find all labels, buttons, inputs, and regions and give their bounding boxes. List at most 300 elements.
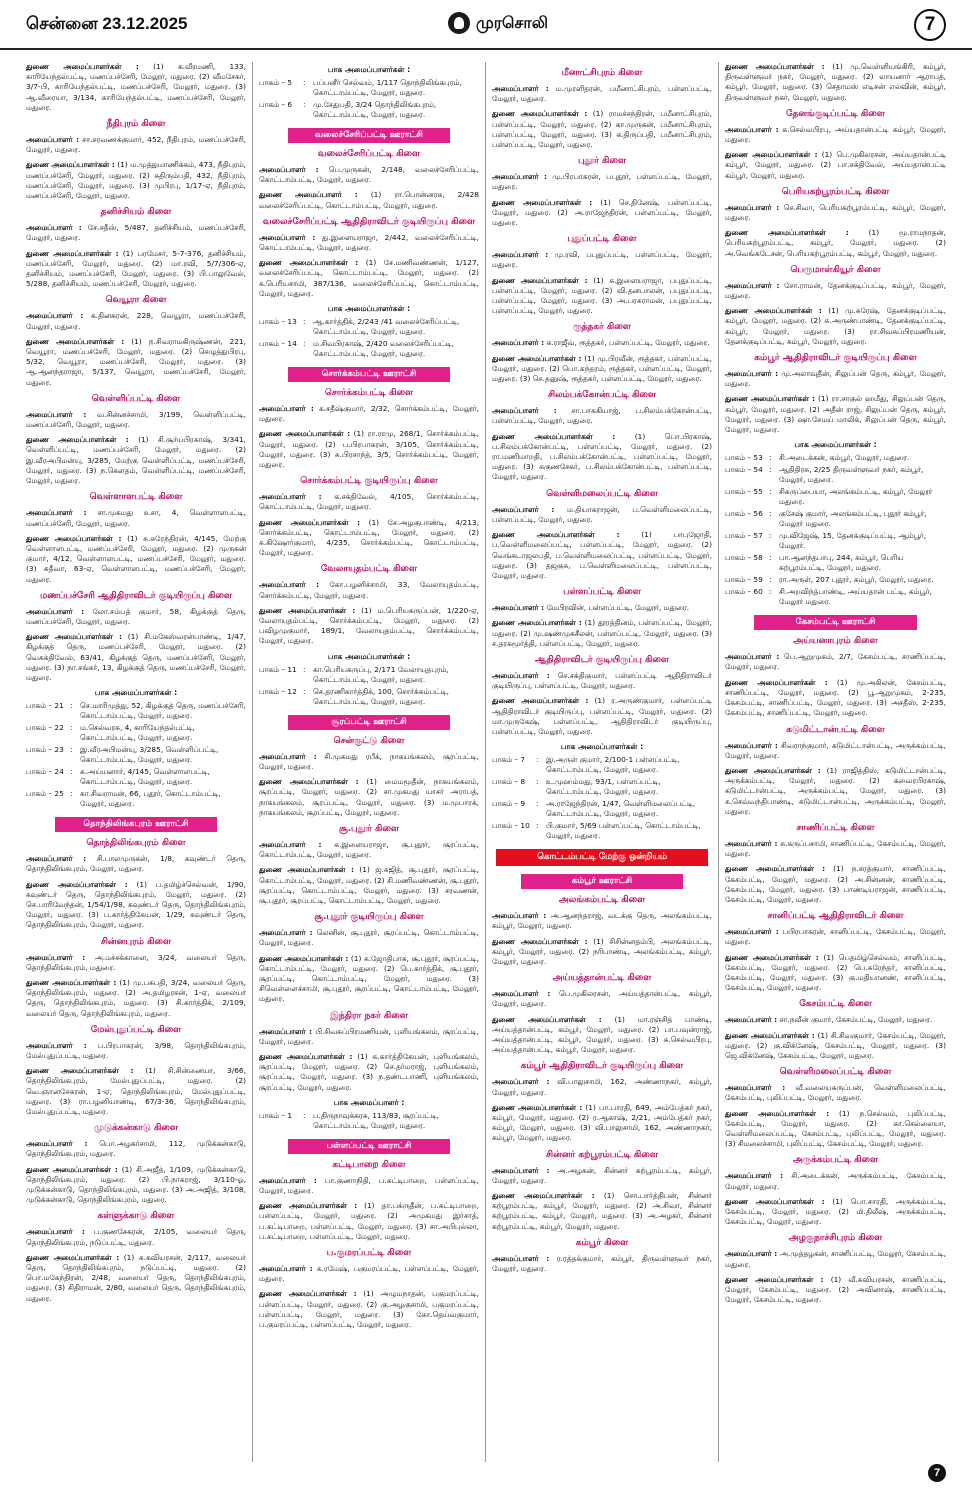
role-label: அமைப்பாளர் :	[492, 1253, 550, 1263]
part-separator: :	[769, 509, 772, 519]
entry-text: (1) தூரத்தினம், பள்ளப்பட்டி, மேலூர், மதுரை. (2) மு.ஷண்முகசீலன், பள்ளப்பட்டி, மேலூர், மதுரை. (3) ச.தரகமூர்த்தி, பள்ளப்பட்டி, மேலூர், மதுரை.	[492, 618, 712, 648]
entry-text: பெ.ஆறுமுகம், 2/7, கேசம்பட்டி, சாணிப்பட்டி, மேலூர், மதுரை.	[725, 652, 946, 672]
panchayat-banner: சூரப்பட்டி ஊராட்சி	[288, 715, 451, 730]
role-label: துணை அமைப்பாளர்கள் :	[259, 1051, 353, 1061]
entry-text: க.ராஜீவ், ரூத்தகர், பள்ளப்பட்டி, மேலூர், மதுரை.	[546, 338, 710, 348]
entry-text: சிவராந்குமார், கடுமிட்டான்பட்டி, அருக்கம்பட்டி, மேலூர், மதுரை.	[725, 740, 946, 760]
organiser-entry	[259, 165, 479, 185]
organiser-entry	[725, 369, 946, 389]
entry-text: சி.பாலமுருகன், 1/8, கவுண்டர் தெரு, தொந்திலிங்கபுரம், மேலூர், மதுரை.	[26, 854, 246, 874]
role-label: துணை அமைப்பாளர்கள் :	[259, 777, 359, 787]
entry-text: மு.பிரபாகரன், பபுதூர், பள்ளப்பட்டி, மேலூர், மதுரை.	[492, 172, 712, 192]
entry-text: (1) ர.அருண்குமார், பள்ளப்பட்டி ஆதிதிராவிடர் குடியிருப்பு, பள்ளப்பட்டி, மேலூர், மதுரை. (2) மா.முருகேஷ், பள்ளப்பட்டி, ஆதிதிராவிடர் குடியிருப்பு, பள்ளப்பட்டி, மேலூர், மதுரை.	[492, 696, 712, 736]
organiser-entry	[492, 338, 712, 348]
part-number: பாகம் – 14	[259, 339, 297, 349]
role-label: அமைப்பாளர் :	[725, 202, 780, 212]
entry-text: (1) தா.பக்ருதீன், ப.கட்டிபாறை, பள்ளப்பட்டி, மேலூர், மதுரை. (2) அமுகமது இர்சாத், ப.கட்டிபாறை, பள்ளப்பட்டி, மேலூர், மதுரை. (3) சா.அபிபுல்லா, ப.கட்டிபாறை, பள்ளப்பட்டி, மேலூர், மதுரை.	[259, 1201, 479, 1241]
role-label: அமைப்பாளர் :	[492, 911, 547, 921]
organiser-entry	[26, 632, 246, 683]
organiser-entry	[259, 752, 479, 772]
entry-text: (1) சே.மணிவண்ணன், 1/127, வலைச்சேரிப்பட்டி, கொட்டாம்பட்டி, மேலூர், மதுரை. (2) க.பெரியசாமி, 387/136, வலைச்சேரிப்பட்டி, கொட்டாம்பட்டி, மேலூர், மதுரை.	[259, 258, 479, 298]
role-label: அமைப்பாளர் :	[26, 311, 84, 321]
branch-heading: புதூர் கிளை	[577, 156, 627, 167]
organiser-entry	[259, 429, 479, 470]
part-organisers-heading: பாக அமைப்பாளர்கள் :	[327, 304, 411, 314]
organiser-entry	[26, 1041, 246, 1061]
part-number: பாகம் – 10	[492, 821, 530, 831]
organiser-entry	[259, 580, 479, 600]
organiser-entry	[725, 1197, 946, 1228]
branch-heading: வலைச்சேரிப்பட்டி கிளை	[317, 149, 421, 159]
role-label: அமைப்பாளர் :	[259, 1263, 313, 1273]
entry-text: சா.பாசுகியாஜ், ப.சிலம்பக்கோன்பட்டி, பள்ளப்பட்டி, மேலூர், மதுரை.	[492, 406, 713, 426]
branch-heading: சின்னர் கற்பூரம்பட்டி கிளை	[546, 1149, 658, 1160]
part-separator: :	[70, 723, 73, 733]
organiser-entry	[26, 508, 246, 528]
role-label: துணை அமைப்பாளர்கள் :	[725, 1196, 825, 1206]
role-label: அமைப்பாளர் :	[259, 751, 317, 761]
entry-text: ப.குணசேகரன், 2/105, வலையர் தெரு, தொந்திலிங்கபுரம், நடுப்பட்டி, மதுரை.	[26, 1227, 246, 1247]
organiser-entry	[725, 62, 946, 103]
entry-text: (1) ம.முத்துமாணிக்கம், 473, நீதிபுரம், மணப்பச்சேரி, மேலூர், மதுரை. (2) சுதிரும்பதி, 432, நீதிபுரம், மணப்பச்சேரி, மேலூர், மதுரை. (3) முபிரபு, 1/17-ஏ, நீதிபுரம், மணப்பச்சேரி, மேலூர், மதுரை.	[26, 160, 246, 201]
role-label: துணை அமைப்பாளர்கள் :	[725, 677, 828, 687]
entry-text: க.சதீஷ்குமார், 2/32, சொர்க்கம்பட்டி, மேலூர், மதுரை.	[259, 404, 479, 424]
entry-text: பி.சிவசுப்பிரமணியன், புளியங்கலம், சூரப்பட்டி, மேலூர், மதுரை.	[259, 1026, 479, 1046]
organiser-entry	[492, 911, 712, 931]
role-label: அமைப்பாளர் :	[259, 580, 320, 590]
part-organiser-row	[725, 509, 946, 529]
organiser-entry	[725, 839, 946, 859]
role-label: அமைப்பாளர் :	[725, 1171, 784, 1181]
panchayat-banner: சொர்க்கம்பட்டி ஊராட்சி	[288, 367, 451, 382]
panchayat-banner: பள்ளப்பட்டி ஊராட்சி	[288, 1139, 451, 1154]
role-label: அமைப்பாளர் :	[492, 250, 549, 260]
entry-text: (1) சி.மகேஸ்வரன்பாண்டி, 1/47, கிழக்குத் தெரு, மணப்பச்சேரி, மேலூர், மதுரை. (2) வெசுக்திவேல், 63/41, கிழக்குத் தெரு, மணப்பச்சேரி, மேலூர், மதுரை. (3) நா.சங்கர், 13, கிழக்குத் தெரு, மணப்பச்சேரி, மேலூர், மதுரை.	[26, 632, 246, 682]
part-organiser-text: பப்பனீர் செல்வம், 1/117 தொந்திலிங்கபுரம், கொட்டாம்பட்டி, மேலூர், மதுரை.	[313, 78, 462, 97]
entry-text: (1) ராமச்சந்திரன், பமீனாட்சிபுரம், பள்ளப்பட்டி, மேலூர், மதுரை. (2) கா.முருகன், பமீனாட்சிபுரம், பள்ளப்பட்டி, மேலூர், மதுரை. (3) க.திருப்பதி, பமீனாட்சிபுரம், பள்ளப்பட்டி, மேலூர், மதுரை.	[492, 109, 712, 150]
entry-text: (1) சு.சுரேந்திரன், 4/145, மேற்கு வெள்ளாளபட்டி, மணப்பச்சேரி, மேலூர், மதுரை. (2) முருகன் குமார், 4/12, வெள்ளாளபட்டி, மணப்பச்சேரி, மேலூர், மதுரை. (3) சுதீவா, 63-ஏ, வெள்ளாளபட்டி, மணப்பச்சேரி, மேலூர், மதுரை.	[26, 533, 247, 584]
brand	[448, 12, 548, 34]
part-separator: :	[70, 767, 73, 777]
role-label: அமைப்பாளர் :	[492, 1165, 550, 1175]
entry-text: (1) சு.கார்த்திகேயன், புளியங்கலம், சூரப்பட்டி, மேலூர், மதுரை. (2) செ.தர்மராஜ், புளியங்கலம், சூரப்பட்டி, மேலூர், மதுரை. (3) ந.தண்டபாணி, புளியங்கலம், சூரப்பட்டி, மேலூர், மதுரை.	[259, 1051, 479, 1092]
role-label: அமைப்பாளர் :	[725, 838, 778, 848]
branch-heading: வேலாயுதம்பட்டி கிளை	[320, 564, 418, 575]
role-label: துணை அமைப்பாளர்கள் :	[492, 530, 620, 540]
entry-text: செ.சிவா, பெரியகற்பூரம்பட்டி, கம்பூர், மேலூர், மதுரை.	[725, 202, 946, 223]
edition-date: சென்னை 23.12.2025	[26, 14, 188, 33]
role-label: துணை அமைப்பாளர்கள் :	[26, 1164, 118, 1174]
organiser-entry	[492, 1103, 712, 1144]
part-number: பாகம் – 58	[725, 553, 763, 563]
part-separator: :	[536, 799, 539, 809]
entry-text: (1) ரா.ராமு, 268/1, சொர்க்கம்பட்டி, மேலூர், மதுரை. (2) ப.பிரபாகரன், 3/105, சொர்க்கம்பட்டி, மேலூர், மதுரை. (3) சு.பிரசாந்த், 3/5, சொர்க்கம்பட்டி, மேலூர், மதுரை.	[259, 429, 479, 470]
part-organiser-row	[492, 755, 712, 775]
role-label: அமைப்பாளர் :	[492, 406, 557, 416]
part-organiser-row	[725, 465, 946, 485]
part-organiser-row	[259, 1111, 479, 1131]
entry-text: (1) மு.அகிலன், கேசம்பட்டி, சாணிப்பட்டி, மேலூர், மதுரை. (2) பூ.ஆறுமுகம், 2-235, கேசம்பட்டி, சாணிப்பட்டி, மேலூர், மதுரை. (3) அசதீஸ், 2-235, கேசம்பட்டி, சாணிப்பட்டி, மேலூர், மதுரை.	[725, 677, 946, 718]
role-label: அமைப்பாளர் :	[26, 1227, 85, 1237]
role-label: அமைப்பாளர் :	[259, 165, 319, 174]
role-label: துணை அமைப்பாளர்கள் :	[259, 953, 349, 963]
part-organiser-text: உ.முஹம்மது, 93/1, பள்ளப்பட்டி, கொட்டாம்பட்டி, மேலூர், மதுரை.	[546, 777, 661, 797]
entry-text: (1) பரமேசர், 5-7-376, தனிச்சியம், மணப்பச்சேரி, மேலூர், மதுரை. (2) மா.ரவி, 5/7/306-ஏ, தனிச்சியம், மணப்பச்சேரி, மேலூர், மதுரை. (3) பி.பாலுவேல், 5/288, தனிச்சியம், மணப்பச்சேரி, மேலூர், மதுரை.	[26, 248, 246, 289]
part-separator: :	[769, 553, 772, 563]
branch-heading: சாணிப்பட்டி கிளை	[796, 822, 875, 833]
organiser-entry	[259, 233, 479, 253]
role-label: துணை அமைப்பாளர்கள் :	[492, 936, 588, 946]
part-number: பாகம் – 55	[725, 487, 763, 497]
branch-heading: ஆதிதிராவிடர் குடியிருப்பு கிளை	[535, 654, 669, 665]
entry-text: (1) ரா.சாகுல் ஹமீது, சிலுப்பன் தெரு, கம்பூர், மேலூர், மதுரை. (2) அதீன் ராஜ், சிலுப்பன் தெரு, கம்பூர், மேலூர், மதுரை. (3) ஷா.சேமய் மாலிக், சிலுப்பன் தெரு, கம்பூர், மேலூர், மதுரை.	[725, 394, 946, 435]
part-separator: :	[70, 789, 73, 799]
entry-text: (1) மா.ரஞ்சித் பாண்டி, அய்யத்தான்பட்டி, கம்பூர், மேலூர், மதுரை. (2) பா.பவுன்ராஜ், அய்யத்தான்பட்டி, கம்பூர், மேலூர், மதுரை. (3) க.செல்வபிரபு, அய்யத்தான்பட்டி, கம்பூர், மேலூர், மதுரை.	[492, 1014, 712, 1055]
organiser-entry	[725, 306, 946, 347]
role-label: துணை அமைப்பாளர்கள் :	[26, 879, 128, 889]
branch-heading: சின்னபுரம் கிளை	[100, 936, 172, 947]
entry-text: மேபிரவின், பள்ளப்பட்டி, மேலூர், மதுரை.	[546, 603, 690, 613]
role-label: அமைப்பாளர் :	[259, 232, 316, 242]
role-label: துணை அமைப்பாளர்கள் :	[492, 1191, 595, 1200]
organiser-entry	[259, 840, 479, 860]
part-number: பாகம் – 12	[259, 686, 297, 696]
part-organiser-text: செ.மாரிமுத்து, 52, கிழக்குத் தெரு, மணப்பச்சேரி, கொட்டாம்பட்டி, மேலூர், மதுரை.	[80, 701, 246, 721]
organiser-entry	[26, 311, 246, 331]
organiser-entry	[492, 618, 712, 649]
branch-heading: அய்யனாபுரம் கிளை	[793, 636, 878, 647]
entry-text: அ.அழகன், சின்னர் கற்பூரம்பட்டி, கம்பூர், மேலூர், மதுரை.	[492, 1165, 712, 1185]
role-label: அமைப்பாளர் :	[259, 839, 322, 849]
branch-heading: புதுப்பட்டி கிளை	[567, 234, 637, 245]
entry-text: மு.அலாவுதீன், சிலுப்பன் தெரு, கம்பூர், மேலூர், மதுரை.	[725, 369, 947, 389]
branch-heading: சொர்க்கம்பட்டி குடியிருப்பு கிளை	[300, 476, 438, 487]
role-label: அமைப்பாளர் :	[26, 606, 85, 616]
organiser-entry	[26, 1253, 246, 1304]
article-columns	[20, 62, 952, 1462]
part-organiser-text: மு.சேதுபதி, 3/24 தொந்திலிங்கபுரம், கொட்டாம்பட்டி, மேலூர், மதுரை.	[313, 100, 437, 119]
entry-text: (1) ந.சிவராமகிருஷ்ணன், 221, வெயூரா, மணப்பச்சேரி, மேலூர், மதுரை. (2) செழுத்துபிரபு, 5/32, வெயூரா, மணப்பச்சேரி, மேலூர், மதுரை. (3) ஆ.ஆனந்தராஜா, 5/137, வெயூரா, மணப்பச்சேரி, மேலூர், மதுரை.	[26, 336, 246, 387]
part-organiser-text: பா.ஆனந்தபாபு, 244, கம்பூர், பெரிய கற்பூரம்பட்டி, மேலூர், மதுரை.	[779, 553, 904, 573]
organiser-entry	[492, 172, 712, 192]
branch-heading: முடுக்கன்காடு கிளை	[94, 1123, 178, 1134]
organiser-entry	[725, 281, 946, 301]
part-organiser-text: ப.திருநாவுக்கரசு, 113/83, சூரப்பட்டி, கொட்டாம்பட்டி, மேலூர், மதுரை.	[313, 1110, 439, 1130]
part-separator: :	[536, 755, 539, 765]
organiser-entry	[259, 928, 479, 948]
entry-text: (1) மு.வெள்ளியங்கிரி, கம்பூர், திருவள்ளுவர் நகர், மேலூர், மதுரை. (2) லாயனார் ஆராபத், கம்பூர், மேலூர், மதுரை. (3) செதாமஸ் எடிசன் எல்வின், கம்பூர், திருவள்ளுவர் நகர், மேலூர், மதுரை.	[725, 62, 946, 102]
entry-text: சா.முகமது உசா, 4, வெள்ளாளபட்டி, மணப்பச்சேரி, மேலூர், மதுரை.	[26, 508, 246, 528]
part-number: பாகம் – 59	[725, 575, 763, 585]
role-label: அமைப்பாளர் :	[492, 670, 550, 680]
branch-heading: சூ.புதூர் குடியிருப்பு கிளை	[314, 912, 424, 923]
part-organiser-text: சி.அடைக்கன், கம்பூர், மேலூர், மதுரை.	[779, 453, 910, 463]
role-label: துணை அமைப்பாளர்கள் :	[725, 952, 819, 962]
role-label: அமைப்பாளர் :	[725, 740, 778, 750]
entry-text: (1) பெ.முகிலரசன், அய்யதான்பட்டி கம்பூர், மேலூர், மதுரை. (2) பா.சக்திவேல், அய்யதான்பட்டி கம்பூர், மேலூர், மதுரை.	[725, 150, 946, 180]
entry-text: சோ.ராமன், தேனக்குடிப்பட்டி, கம்பூர், மேலூர், மதுரை.	[725, 280, 946, 301]
part-organisers-heading: பாக அமைப்பாளர்கள் :	[94, 688, 178, 698]
organiser-entry	[725, 1109, 946, 1150]
branch-heading: சானிப்பட்டி ஆதிதிராவிடர் கிளை	[767, 911, 904, 922]
organiser-entry	[26, 337, 246, 388]
entry-text: (1) பா.பாரதி, 649, அம்பேத்கர் நகர், கம்பூர், மேலூர், மதுரை. (2) ர.ஆகாஷ், 2/21, அம்பேத்கர் நகர், கம்பூர், மேலூர், மதுரை. (3) வி.பாலுசாமி, 162, அண்ணாநகர், கம்பூர், மேலூர், மதுரை.	[492, 1102, 712, 1143]
organiser-entry	[492, 84, 712, 104]
entry-text: சே.சதீஸ், 5/487, தனிச்சியம், மணப்பச்சேரி, மேலூர், மதுரை.	[26, 223, 246, 243]
organiser-entry	[259, 404, 479, 424]
part-organisers-heading: பாக அமைப்பாளர் :	[333, 1097, 405, 1107]
entry-text: (1) க.ஜோதிபாசு, சூ.புதூர், சூரப்பட்டி, கொட்டாம்பட்டி, மேலூர், மதுரை. (2) பெ.கார்த்திக், சூ.புதூர், சூரப்பட்டி, கொட்டாம்பட்டி, மேலூர், மதுரை. (3) சிவெள்ளைச்சாமி, சூ.புதூர், சூரப்பட்டி, கொட்டாம்பட்டி, மேலூர், மதுரை.	[259, 953, 479, 1004]
entry-text: (1) ராஜித்திஸ், கடுமிட்டான்பட்டி, அருக்கம்பட்டி, மேலூர், மதுரை. (2) கவைரபிரகாஷ், கடுமிட்டான்பட்டி, அருக்கம்பட்டி, மேலூர், மதுரை. (3) சு.செவ்வந்திபாண்டி, கடுமிட்டான்பட்டி, அருக்கம்பட்டி, மேலூர், மதுரை.	[725, 765, 946, 816]
organiser-entry	[725, 927, 946, 947]
part-organiser-text: செ.தரணிகார்த்திக், 100, சொர்க்கம்பட்டி, கொட்டாம்பட்டி, மேலூர், மதுரை.	[313, 686, 449, 706]
entry-text: (1) ப.தமிழ்ச்செல்வன், 1/90, கவுண்டர் தெரு, தொந்திலிங்கபுரம், மேலூர், மதுரை. (2) செ.பாரிவேந்தன், 1/54/1/98, கவுண்டர் தெரு, தொந்திலிங்கபுரம், மேலூர், மதுரை. (3) ப.கார்த்திகேயன், 1/29, கவுண்டர் தெரு, தொந்திலிங்கபுரம், மேலூர், மதுரை.	[26, 879, 246, 930]
part-organiser-text: மு.விஜேஷ், 15, தேனக்குடிப்பட்டி, ஆம்பூர், மேலூர்.	[779, 531, 927, 551]
branch-heading: சூ.புதூர் கிளை	[338, 823, 400, 834]
organiser-entry	[492, 1191, 712, 1232]
branch-heading: தேனங்குடிப்பட்டி கிளை	[786, 108, 885, 119]
column-3	[486, 62, 719, 1462]
branch-heading: கள்ளுக்காடு கிளை	[97, 1211, 175, 1222]
role-label: துணை அமைப்பாளர்கள் :	[492, 431, 616, 441]
part-organiser-text: கா.பெரியகருப்பு, 2/171 வேலாயுதபுரம், கொட்டாம்பட்டி, மேலூர், மதுரை.	[313, 664, 449, 684]
branch-heading: பெரியகற்பூரம்பட்டி கிளை	[781, 186, 890, 197]
branch-heading: வெள்ளிமலைப்பட்டி கிளை	[779, 1067, 892, 1078]
entry-text: வி.பாலுசாமி, 162, அண்ணாநகர், கம்பூர், மேலூர், மதுரை.	[492, 1077, 712, 1097]
organiser-entry	[725, 394, 946, 435]
part-organiser-text: பி.குமார், 5/69 பள்ளப்பட்டி, கொட்டாம்பட்டி, மேலூர், மதுரை.	[546, 821, 701, 841]
organiser-entry	[26, 953, 246, 973]
role-label: அமைப்பாளர் :	[492, 504, 555, 514]
part-separator: :	[303, 317, 306, 327]
entry-text: (1) பொ.சாரதி, அருக்கம்பட்டி, கேசம்பட்டி, மேலூர், மதுரை. (2) மி.திலீஷ், அருக்கம்பட்டி, கேசம்பட்டி, மேலூர், மதுரை.	[725, 1196, 946, 1227]
role-label: துணை அமைப்பாளர்கள் :	[725, 394, 816, 404]
organiser-entry	[26, 160, 246, 201]
role-label: துணை அமைப்பாளர்கள் :	[725, 765, 821, 775]
part-organiser-text: சிகருப்பையா, அலங்கம்பட்டி, கம்பூர், மேலூர் மதுரை.	[779, 487, 933, 507]
role-label: துணை அமைப்பாளர்கள் :	[492, 275, 588, 285]
organiser-entry	[492, 1254, 712, 1274]
role-label: துணை அமைப்பாளர்கள் :	[26, 632, 122, 642]
entry-text: வீ.வலையகருப்பன், வெள்ளிமலைப்பட்டி, கேசம்பட்டி, புலிப்பட்டி, மேலூர், மதுரை.	[725, 1083, 946, 1103]
organiser-entry	[26, 223, 246, 243]
role-label: அமைப்பாளர் :	[26, 1139, 88, 1149]
role-label: அமைப்பாளர் :	[725, 124, 779, 134]
branch-heading: மணப்பச்சேரி ஆதிதிராவிடர் குடியிருப்பு கிளை	[39, 590, 232, 601]
organiser-entry	[725, 203, 946, 223]
role-label: அமைப்பாளர் :	[26, 409, 87, 419]
organiser-entry	[725, 678, 946, 719]
branch-heading: சென்குட்டு கிளை	[333, 735, 405, 746]
branch-heading: அருக்கம்பட்டி கிளை	[792, 1155, 879, 1166]
part-organiser-row	[259, 100, 479, 120]
entry-text: (1) சே.அழகுபாண்டி, 4/213, சொர்க்கம்பட்டி, கொட்டாம்பட்டி, மேலூர், மதுரை. (2) சு.கிஷோர்குமார், 4/235, சொர்க்கம்பட்டி, கொட்டாம்பட்டி, மேலூர், மதுரை.	[259, 517, 479, 558]
part-number: பாகம் – 5	[259, 78, 293, 87]
organiser-entry	[259, 606, 479, 647]
entry-text: சு.கருப்பசாமி, சாணிப்பட்டி, கேசம்பட்டி, மேலூர், மதுரை.	[725, 838, 946, 859]
role-label: துணை அமைப்பாளர்கள் :	[259, 517, 361, 527]
part-separator: :	[769, 575, 772, 585]
part-number: பாகம் – 1	[259, 1110, 293, 1120]
branch-heading: வெள்ளிப்பட்டி கிளை	[91, 393, 181, 404]
entry-text: கோ.பழனிச்சாமி, 33, வேலாயுதம்பட்டி, சொர்க்கம்பட்டி, மேலூர், மதுரை.	[259, 580, 479, 600]
part-organiser-row	[26, 701, 246, 721]
part-number: பாகம் – 11	[259, 664, 297, 674]
branch-heading: அழகுநாச்சிபுரம் கிளை	[788, 1233, 883, 1244]
entry-text: (1) செ.தினேஷ், பள்ளப்பட்டி, மேலூர், மதுரை. (2) அ.ராஜேந்திரன், பள்ளப்பட்டி, மேலூர், மதுரை.	[492, 197, 712, 228]
entry-text: வ.சின்னச்சாமி, 3/199, வெள்ளிப்பட்டி, மணப்பச்சேரி, மேலூர், மதுரை.	[26, 409, 246, 430]
part-separator: :	[70, 701, 73, 711]
organiser-entry	[492, 432, 712, 483]
column-4	[719, 62, 952, 1462]
role-label: அமைப்பாளர் :	[259, 492, 322, 502]
branch-heading: மேல்புதுப்பட்டி கிளை	[90, 1024, 182, 1035]
part-organiser-text: கா.சிவராமன், 66, புதூர், கொட்டாம்பட்டி, மேலூர், மதுரை.	[80, 789, 221, 809]
role-label: அமைப்பாளர் :	[492, 1077, 550, 1087]
entry-text: ர.ரத்தக்குமார், கம்பூர், திருவள்ளுவர் நகர், மேலூர், மதுரை.	[492, 1253, 712, 1274]
part-separator: :	[303, 100, 306, 109]
role-label: துணை அமைப்பாளர்கள் :	[259, 258, 359, 268]
role-label: துணை அமைப்பாளர்கள் :	[259, 1289, 357, 1299]
organiser-entry	[492, 406, 712, 426]
entry-text: ம.முரளிதரன், பமீனாட்சிபுரம், பள்ளப்பட்டி, மேலூர், மதுரை.	[492, 84, 712, 104]
organiser-entry	[259, 190, 479, 210]
entry-text: லெனின், சூ.புதூர், சூரப்பட்டி, கொட்டாம்பட்டி, மேலூர், மதுரை.	[259, 928, 479, 948]
part-organiser-row	[26, 745, 246, 765]
part-number: பாகம் – 8	[492, 777, 526, 787]
role-label: துணை அமைப்பாளர்கள் :	[26, 248, 119, 258]
entry-text: சி.அடைக்கன், அருக்கம்பட்டி, கேசம்பட்டி, மேலூர், மதுரை.	[725, 1171, 946, 1191]
entry-text: லோ.சம்பத் குமார், 58, கிழக்குத் தெரு, மணப்பச்சேரி, மேலூர், மதுரை.	[26, 606, 246, 626]
part-separator: :	[769, 453, 772, 463]
panchayat-banner: வலைச்சேரிப்பட்டி ஊராட்சி	[288, 128, 451, 143]
part-separator: :	[769, 465, 772, 475]
entry-text: (1) சி.சூர்யபிரகாஷ், 3/341, வெள்ளிப்பட்டி, மணப்பச்சேரி, மேலூர், மதுரை. (2) இ.வீரஅபிமன்யு, 3/285, மேற்கு வெள்ளிப்பட்டி, மணப்பச்சேரி, மேலூர், மதுரை. (3) ந.கௌதம், வெள்ளிப்பட்டி, மணப்பச்சேரி, மேலூர், மதுரை.	[26, 435, 246, 486]
part-organiser-row	[26, 723, 246, 743]
role-label: அமைப்பாளர் :	[259, 1175, 317, 1185]
role-label: அமைப்பாளர் :	[26, 223, 82, 233]
part-organiser-row	[725, 553, 946, 573]
organiser-entry	[492, 109, 712, 150]
organiser-entry	[26, 1066, 246, 1117]
part-number: பாகம் – 22	[26, 723, 64, 733]
organiser-entry	[725, 1249, 946, 1269]
role-label: துணை அமைப்பாளர்கள் :	[492, 1014, 602, 1024]
role-label: துணை அமைப்பாளர்கள் :	[725, 1274, 824, 1284]
part-organiser-text: குசேஷ் குமார், அலங்கம்பட்டி, புதூர் கம்பூர், மேலூர் மதுரை.	[779, 509, 927, 529]
entry-text: பபிரபாகரன், சானிப்பட்டி, கேசம்பட்டி, மேலூர், மதுரை.	[725, 927, 946, 947]
page-number-badge: 7	[914, 9, 946, 41]
part-separator: :	[536, 821, 539, 831]
part-organiser-row	[725, 575, 946, 585]
part-separator: :	[70, 745, 73, 755]
role-label: துணை அமைப்பாளர்கள் :	[26, 160, 115, 170]
role-label: துணை அமைப்பாளர்கள் :	[26, 336, 125, 346]
organiser-entry	[259, 1289, 479, 1330]
organiser-entry	[492, 696, 712, 737]
role-label: துணை அமைப்பாளர்கள் :	[26, 977, 117, 987]
entry-text: பெ.முருகன், 2/148, வலைச்சேரிப்பட்டி, கொட்டாம்பட்டி, மேலூர், மதுரை.	[259, 165, 479, 185]
entry-text: மு.ரவி, பபுதுப்பட்டி, பள்ளப்பட்டி, மேலூர், மதுரை.	[492, 250, 712, 270]
branch-heading: கம்பூர் கிளை	[575, 1237, 629, 1248]
role-label: அமைப்பாளர் :	[26, 508, 87, 518]
branch-heading: கடுமிட்டான்பட்டி கிளை	[786, 724, 885, 735]
role-label: அமைப்பாளர் :	[725, 280, 780, 290]
part-number: பாகம் – 57	[725, 531, 763, 541]
entry-text: க.இளையராஜா, சூ.புதூர், சூரப்பட்டி, கொட்டாம்பட்டி, மேலூர், மதுரை.	[259, 839, 479, 860]
part-organiser-text: சு.அய்யனார், 4/145, வெள்ளாளபட்டி, கொட்டாம்பட்டி, மேலூர், மதுரை.	[80, 767, 210, 787]
branch-heading: சிலம்பக்கோன்பட்டி கிளை	[548, 390, 656, 401]
role-label: அமைப்பாளர் :	[725, 652, 780, 662]
role-label: அமைப்பாளர் :	[725, 1015, 778, 1025]
entry-text: (1) மூ.ராமநாதன், பெரியகற்பூரம்பட்டி, கம்பூர், மேலூர், மதுரை. (2) அ.வெங்கடேசன், பெரியகற்பூரம்பட்டி, கம்பூர், மேலூர், மதுரை.	[725, 228, 946, 258]
organiser-entry	[259, 865, 479, 906]
organiser-entry	[26, 534, 246, 585]
part-organiser-row	[725, 587, 946, 607]
role-label: துணை அமைப்பாளர்கள் :	[492, 1102, 583, 1112]
role-label: துணை அமைப்பாளர்கள் :	[26, 533, 122, 543]
part-organiser-text: ம.செல்வரசு, 4, காரியேந்தல்பட்டி, கொட்டாம்பட்டி, மேலூர், மதுரை.	[80, 723, 195, 743]
part-number: பாகம் – 6	[259, 100, 293, 109]
organiser-entry	[725, 1171, 946, 1191]
organiser-entry	[492, 354, 712, 385]
part-organiser-row	[26, 767, 246, 787]
part-number: பாகம் – 24	[26, 767, 64, 777]
role-label: துணை அமைப்பாளர்கள் :	[26, 1252, 120, 1262]
organiser-entry	[259, 1027, 479, 1047]
organiser-entry	[26, 249, 246, 290]
organiser-entry	[492, 276, 712, 317]
organiser-entry	[492, 989, 712, 1009]
role-label: அமைப்பாளர் :	[492, 84, 549, 93]
role-label: அமைப்பாளர் :	[492, 338, 545, 348]
branch-heading: பள்ளப்பட்டி கிளை	[563, 587, 641, 598]
entry-text: சு.ரமேஷ், பகுமரப்பட்டி, பள்ளப்பட்டி, மேலூர், மதுரை.	[259, 1263, 479, 1284]
role-label: துணை அமைப்பாளர்கள் :	[725, 1108, 830, 1118]
role-label: துணை அமைப்பாளர்கள் :	[492, 197, 593, 207]
organiser-entry	[725, 228, 946, 259]
organiser-entry	[725, 741, 946, 761]
entry-text: பெ.முகிலரசன், அய்யத்தான்பட்டி, கம்பூர், மேலூர், மதுரை.	[492, 989, 712, 1009]
union-banner: கொட்டம்பட்டி மேற்கு ஒன்றியம்	[496, 849, 707, 866]
branch-heading: நீதிபுரம் கிளை	[106, 119, 166, 130]
organiser-entry	[259, 954, 479, 1005]
entry-text: (1) ரா.பொன்னரசு, 2/428 வலைச்சேரிப்பட்டி, கொட்டாம்பட்டி, மேலூர், மதுரை.	[259, 190, 479, 210]
part-organiser-row	[492, 799, 712, 819]
brand-name: முரசொலி	[476, 12, 548, 32]
part-separator: :	[303, 78, 306, 87]
branch-heading: ப.குமரப்பட்டி கிளை	[326, 1247, 412, 1258]
entry-text: (1) அழுமநாதன், பகுமரப்பட்டி, பள்ளப்பட்டி, மேலூர், மதுரை. (2) கு.அழகுசாமி, பகுமரப்பட்டி, பள்ளப்பட்டி, மேலூர், மதுரை. (3) கோ.தெய்வகுமார், ப.குமரப்பட்டி, பள்ளப்பட்டி, மேலூர், மதுரை.	[259, 1289, 479, 1329]
part-organiser-text: இ.அருள் குமார், 2/100-1 பள்ளப்பட்டி, கொட்டாம்பட்டி, மேலூர், மதுரை.	[546, 755, 680, 775]
masthead	[0, 0, 972, 50]
branch-heading: கம்பூர் ஆதிதிராவிடர் குடியிருப்பு கிளை	[520, 1061, 684, 1072]
organiser-entry	[26, 607, 246, 627]
entry-text: (1) க.வீரமணி, 133, காரியேந்தல்பட்டி, மணப்பச்சேரி, மேலூர், மதுரை. (2) வீமசேகர், 3/7-பி, காரியேந்தல்பட்டி, மணப்பச்சேரி, மேலூர், மதுரை. (3) ஆ.வீரையா, 3/134, காரியேந்தல்பட்டி, மணப்பச்சேரி, மேலூர், மதுரை.	[26, 62, 246, 112]
part-organiser-row	[725, 531, 946, 551]
organiser-entry	[259, 1264, 479, 1284]
part-organiser-row	[725, 453, 946, 463]
organiser-entry	[492, 671, 712, 691]
part-number: பாகம் – 56	[725, 509, 763, 519]
role-label: துணை அமைப்பாளர் :	[259, 190, 358, 200]
role-label: துணை அமைப்பாளர்கள் :	[259, 865, 354, 875]
organiser-entry	[26, 135, 246, 155]
branch-heading: இந்திரா நகர் கிளை	[330, 1010, 408, 1021]
part-organiser-row	[259, 78, 479, 98]
panchayat-banner: தொந்திலிங்கபுரம் ஊராட்சி	[55, 817, 218, 832]
part-organiser-row	[26, 789, 246, 809]
